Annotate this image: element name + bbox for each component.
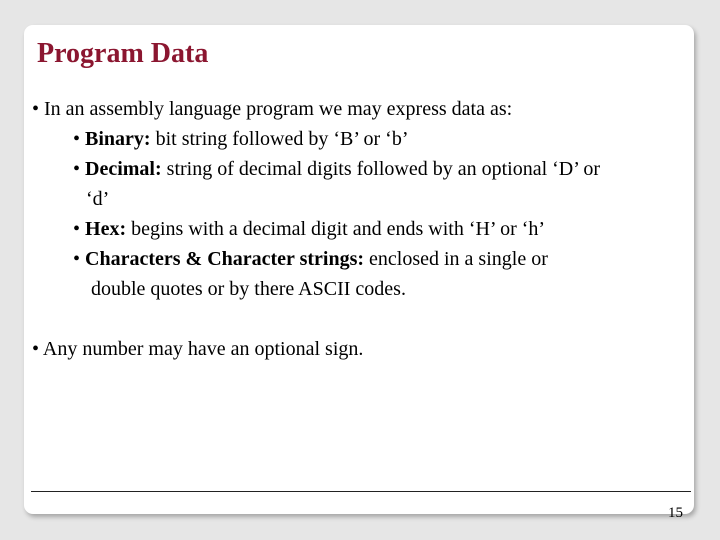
sub-bullet-hex xyxy=(73,214,545,244)
bullet-marker: • xyxy=(73,128,86,150)
bullet-marker: • xyxy=(73,248,86,270)
page-number: 15 xyxy=(668,505,683,521)
desc-decimal: string of decimal digits followed by an optional ‘D’ or xyxy=(161,158,601,180)
slide xyxy=(24,25,694,521)
sub-bullet-characters-continuation: double quotes or by there ASCII codes. xyxy=(91,278,406,300)
desc-hex: begins with a decimal digit and ends with ‘H’ or ‘h’ xyxy=(126,218,546,240)
sub-bullet-binary xyxy=(73,124,409,154)
desc-binary: bit string followed by ‘B’ or ‘b’ xyxy=(150,128,409,150)
term-decimal: Decimal: xyxy=(85,158,162,180)
sub-bullet-decimal-continuation: ‘d’ xyxy=(86,188,110,210)
term-binary: Binary: xyxy=(85,128,151,150)
footer-divider xyxy=(31,491,691,492)
bullet-marker: • xyxy=(73,218,86,240)
bullet-marker: • xyxy=(73,158,86,180)
bullet-intro: • In an assembly language program we may express data as: xyxy=(32,98,513,120)
sub-bullet-decimal xyxy=(73,154,600,184)
sub-bullet-characters xyxy=(73,244,548,274)
term-characters: Characters & Character strings: xyxy=(85,248,365,270)
term-hex: Hex: xyxy=(85,218,127,240)
desc-characters: enclosed in a single or xyxy=(364,248,548,270)
bullet-sign: • Any number may have an optional sign. xyxy=(32,338,364,360)
slide-title: Program Data xyxy=(37,38,209,69)
